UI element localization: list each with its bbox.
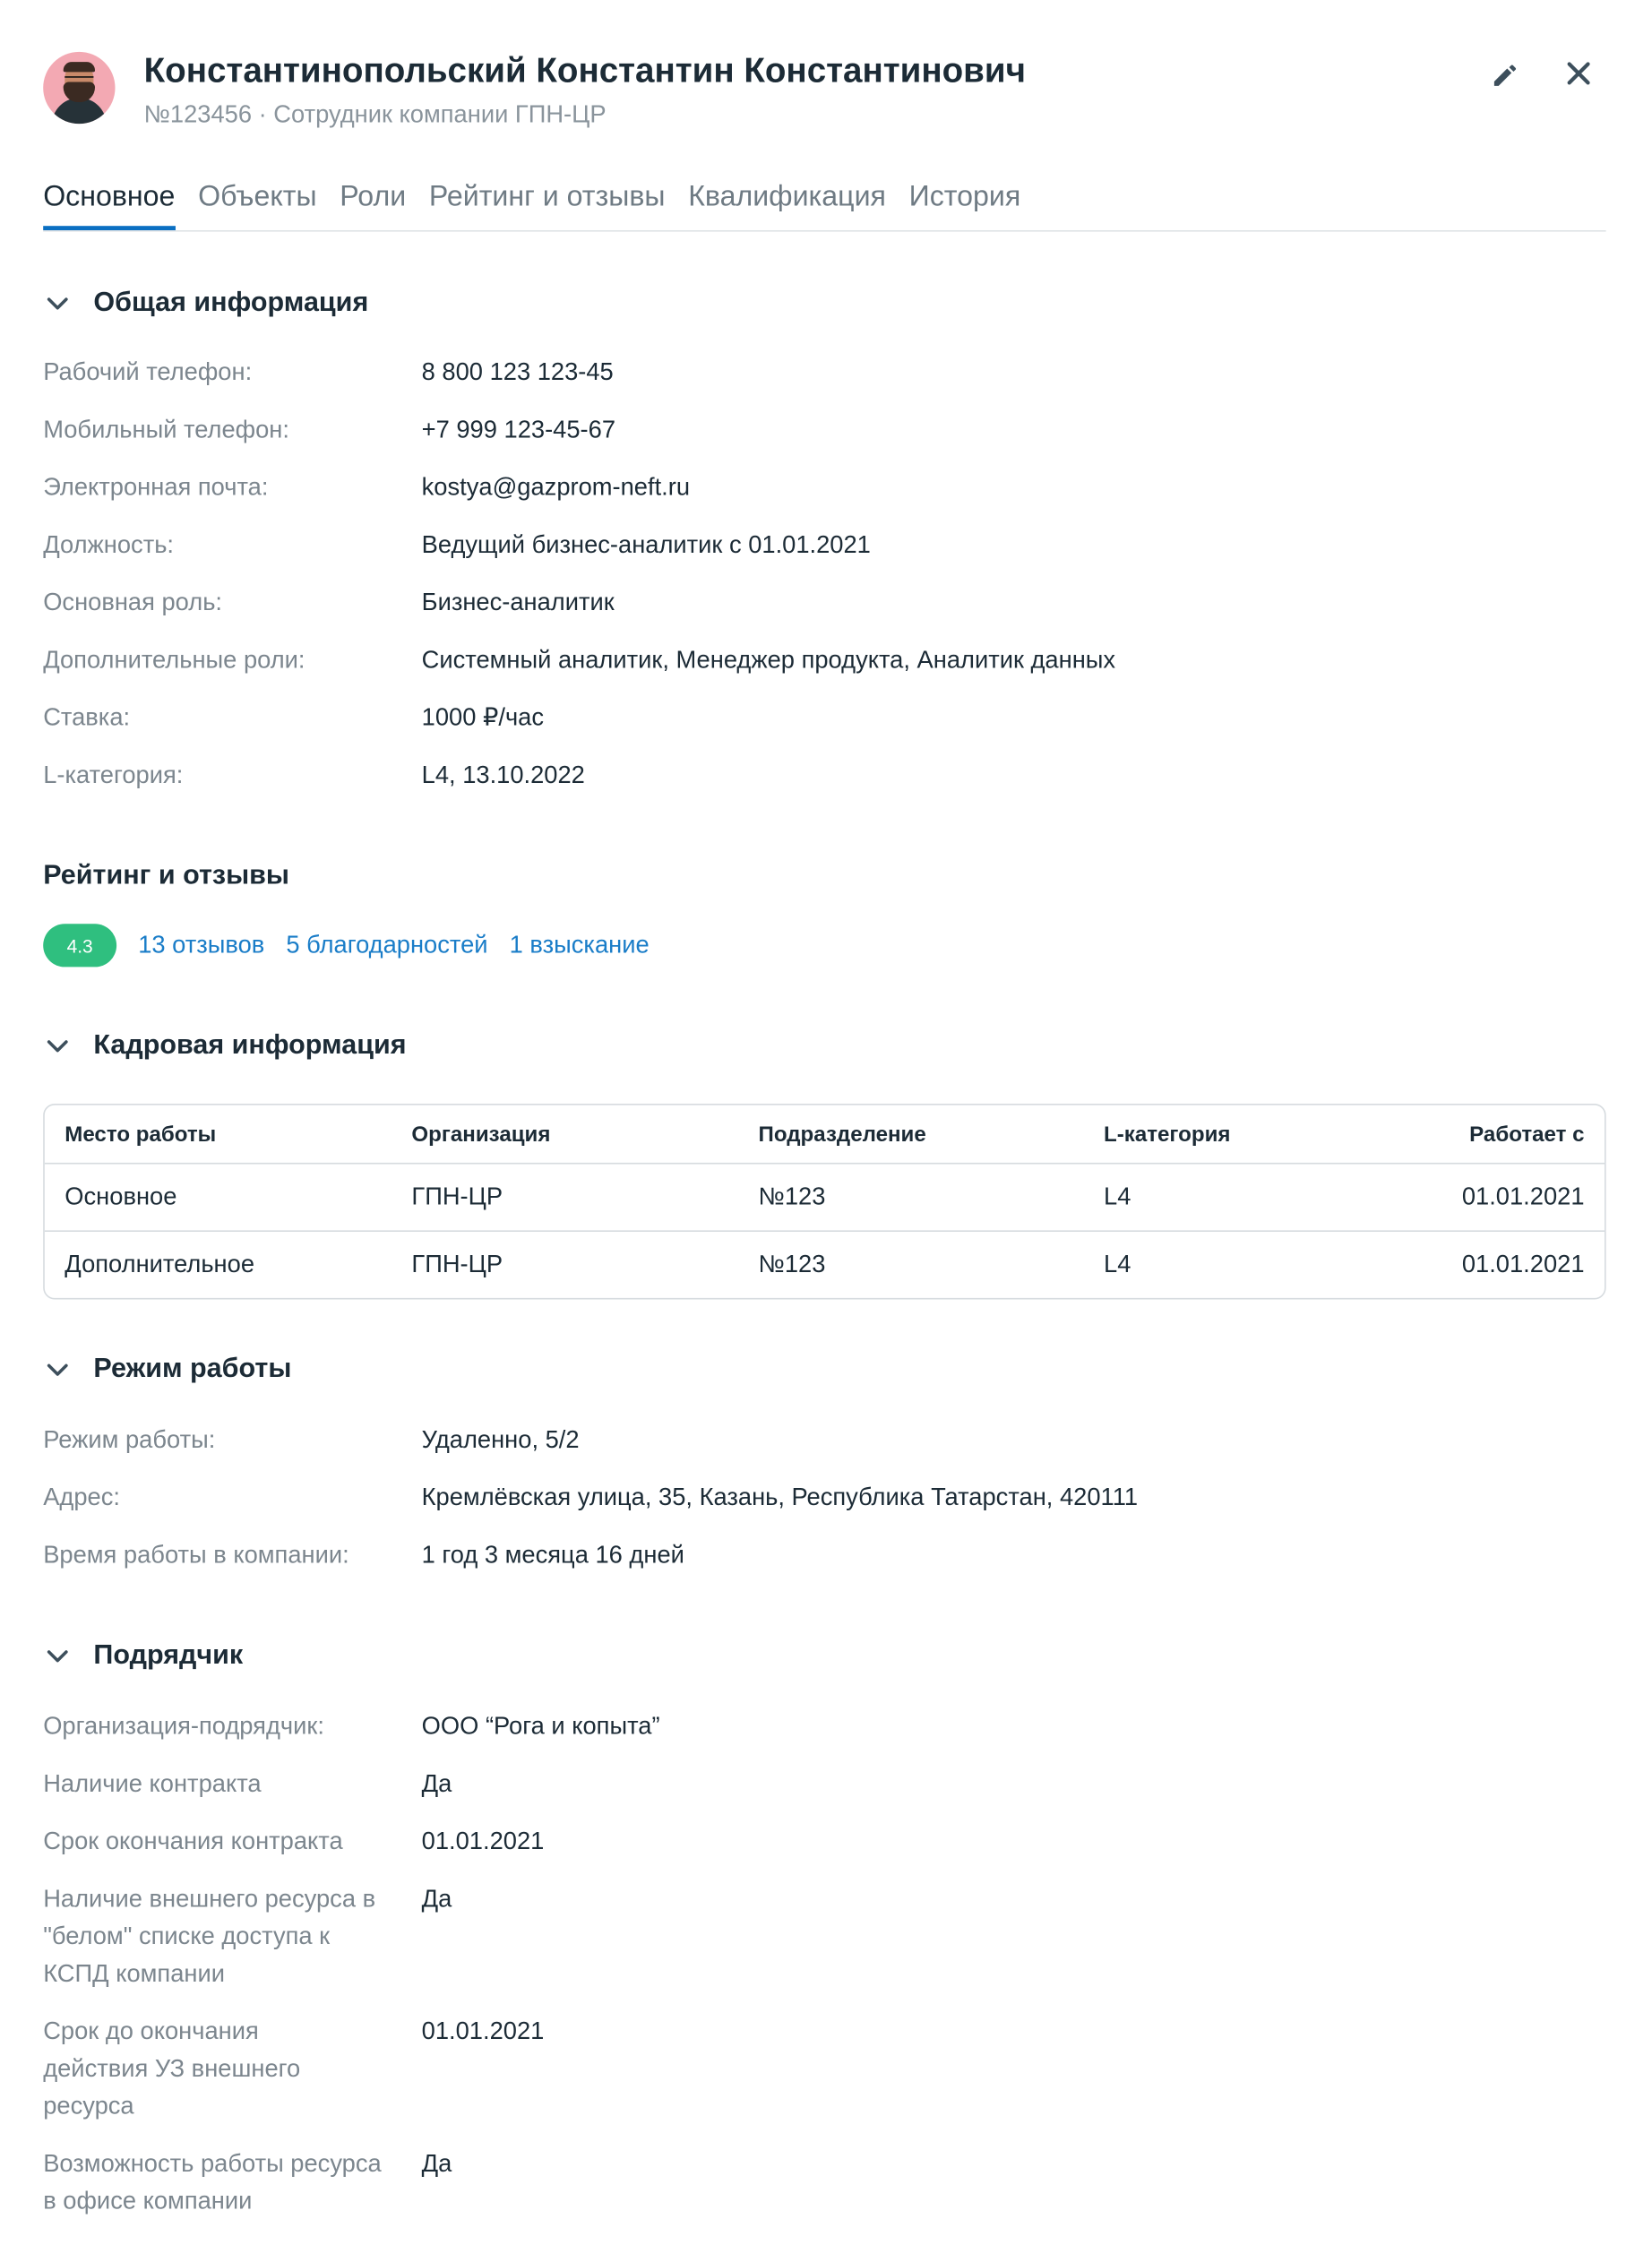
info-label: Возможность работы ресурса в офисе компании <box>43 2149 382 2215</box>
info-value: 01.01.2021 <box>421 2017 545 2045</box>
section-hr-header[interactable] <box>43 1030 406 1062</box>
info-label: L-категория: <box>43 761 184 789</box>
info-value: 01.01.2021 <box>421 1828 545 1855</box>
info-label: Режим работы: <box>43 1425 216 1454</box>
info-label: Электронная почта: <box>43 473 269 501</box>
reviews-link[interactable]: 13 отзывов <box>138 931 265 959</box>
info-value: Да <box>421 1885 452 1913</box>
hr-table <box>43 1104 1605 1299</box>
info-row <box>43 2146 1605 2221</box>
table-cell: №123 <box>758 1250 826 1278</box>
info-label: Адрес: <box>43 1484 120 1511</box>
info-value: ООО “Рога и копыта” <box>421 1712 660 1741</box>
table-cell: ГПН-ЦР <box>411 1250 503 1278</box>
info-label: Дополнительные роли: <box>43 646 305 674</box>
section-mode-title: Режим работы <box>93 1354 292 1385</box>
rating-badge: 4.3 <box>43 924 116 967</box>
contractor-info-list <box>43 1708 1605 2240</box>
info-value: Системный аналитик, Менеджер продукта, Аналитик данных <box>421 646 1116 674</box>
section-contractor-title: Подрядчик <box>93 1640 244 1671</box>
section-rating-title: Рейтинг и отзывы <box>43 860 289 891</box>
info-label: Ставка: <box>43 703 131 732</box>
close-icon[interactable] <box>1560 55 1597 92</box>
table-header <box>45 1105 1605 1165</box>
column-header[interactable]: Работает с <box>1469 1122 1585 1147</box>
info-value: kostya@gazprom-neft.ru <box>421 473 691 501</box>
info-value: 8 800 123 123-45 <box>421 357 614 386</box>
penalty-link[interactable]: 1 взыскание <box>509 931 650 959</box>
info-row <box>43 1537 1605 1575</box>
column-header[interactable]: Организация <box>411 1122 551 1147</box>
info-row <box>43 584 1605 622</box>
info-label: Наличие внешнего ресурса в "белом" списке доступа к КСПД компании <box>43 1885 376 1988</box>
chevron-down-icon[interactable] <box>43 289 72 318</box>
table-row[interactable] <box>45 1230 1605 1297</box>
tab-rating[interactable]: Рейтинг и отзывы <box>428 181 666 213</box>
info-value: +7 999 123-45-67 <box>421 416 616 443</box>
info-row <box>43 2013 1605 2125</box>
info-label: Срок окончания контракта <box>43 1828 343 1855</box>
info-value: 1 год 3 месяца 16 дней <box>421 1541 684 1569</box>
info-value: Да <box>421 1769 452 1798</box>
chevron-down-icon[interactable] <box>43 1355 72 1384</box>
table-cell: L4 <box>1104 1183 1131 1210</box>
section-hr-title: Кадровая информация <box>93 1030 407 1061</box>
info-row <box>43 469 1605 507</box>
info-row <box>43 354 1605 391</box>
info-label: Организация-подрядчик: <box>43 1712 324 1741</box>
tab-main[interactable]: Основное <box>43 176 175 230</box>
tab-objects[interactable]: Объекты <box>198 181 317 213</box>
employee-name: Константинопольский Константин Константинович <box>143 51 1026 91</box>
rating-bar <box>43 924 649 967</box>
table-cell: 01.01.2021 <box>1461 1250 1585 1278</box>
column-header[interactable]: L-категория <box>1104 1122 1231 1147</box>
info-label: Мобильный телефон: <box>43 416 289 443</box>
info-value: L4, 13.10.2022 <box>421 761 585 789</box>
section-general-header[interactable] <box>43 288 368 319</box>
section-general-title: Общая информация <box>93 288 369 318</box>
info-row <box>43 1823 1605 1861</box>
tab-bar <box>43 176 1605 232</box>
table-cell: ГПН-ЦР <box>411 1183 503 1210</box>
table-cell: Основное <box>65 1183 177 1210</box>
info-value: Да <box>421 2149 452 2178</box>
info-value: Кремлёвская улица, 35, Казань, Республика Татарстан, 420111 <box>421 1484 1139 1511</box>
info-label: Рабочий телефон: <box>43 357 253 386</box>
chevron-down-icon[interactable] <box>43 1642 72 1671</box>
info-value: Бизнес-аналитик <box>421 588 615 616</box>
info-row <box>43 1708 1605 1746</box>
pencil-icon[interactable] <box>1488 55 1526 92</box>
info-row <box>43 1422 1605 1459</box>
info-label: Наличие контракта <box>43 1769 262 1798</box>
mode-info-list <box>43 1422 1605 1595</box>
info-row <box>43 641 1605 679</box>
info-value: Ведущий бизнес-аналитик с 01.01.2021 <box>421 530 871 559</box>
section-mode-header[interactable] <box>43 1355 291 1386</box>
section-contractor-header[interactable] <box>43 1640 243 1672</box>
tab-roles[interactable]: Роли <box>340 181 407 213</box>
info-row <box>43 1880 1605 1992</box>
avatar <box>43 52 115 124</box>
info-row <box>43 411 1605 449</box>
chevron-down-icon[interactable] <box>43 1032 72 1061</box>
info-label: Должность: <box>43 530 175 559</box>
info-row <box>43 700 1605 737</box>
info-value: Удаленно, 5/2 <box>421 1425 580 1454</box>
general-info-list <box>43 354 1605 814</box>
table-cell: 01.01.2021 <box>1461 1183 1585 1210</box>
info-label: Основная роль: <box>43 588 223 616</box>
tab-history[interactable]: История <box>908 181 1021 213</box>
info-label: Срок до окончания действия УЗ внешнего ресурса <box>43 2017 301 2120</box>
info-label: Время работы в компании: <box>43 1541 349 1569</box>
column-header[interactable]: Место работы <box>65 1122 217 1147</box>
table-cell: Дополнительное <box>65 1250 255 1278</box>
employee-subtitle: №123456 · Сотрудник компании ГПН-ЦР <box>143 100 607 128</box>
table-row[interactable] <box>45 1164 1605 1230</box>
card-header <box>43 52 1605 133</box>
column-header[interactable]: Подразделение <box>758 1122 926 1147</box>
info-row <box>43 527 1605 564</box>
table-cell: L4 <box>1104 1250 1131 1278</box>
info-row <box>43 757 1605 795</box>
info-value: 1000 ₽/час <box>421 703 545 732</box>
tab-qualification[interactable]: Квалификация <box>688 181 886 213</box>
table-cell: №123 <box>758 1183 826 1210</box>
thanks-link[interactable]: 5 благодарностей <box>286 931 488 959</box>
info-row <box>43 1479 1605 1517</box>
info-row <box>43 1766 1605 1803</box>
